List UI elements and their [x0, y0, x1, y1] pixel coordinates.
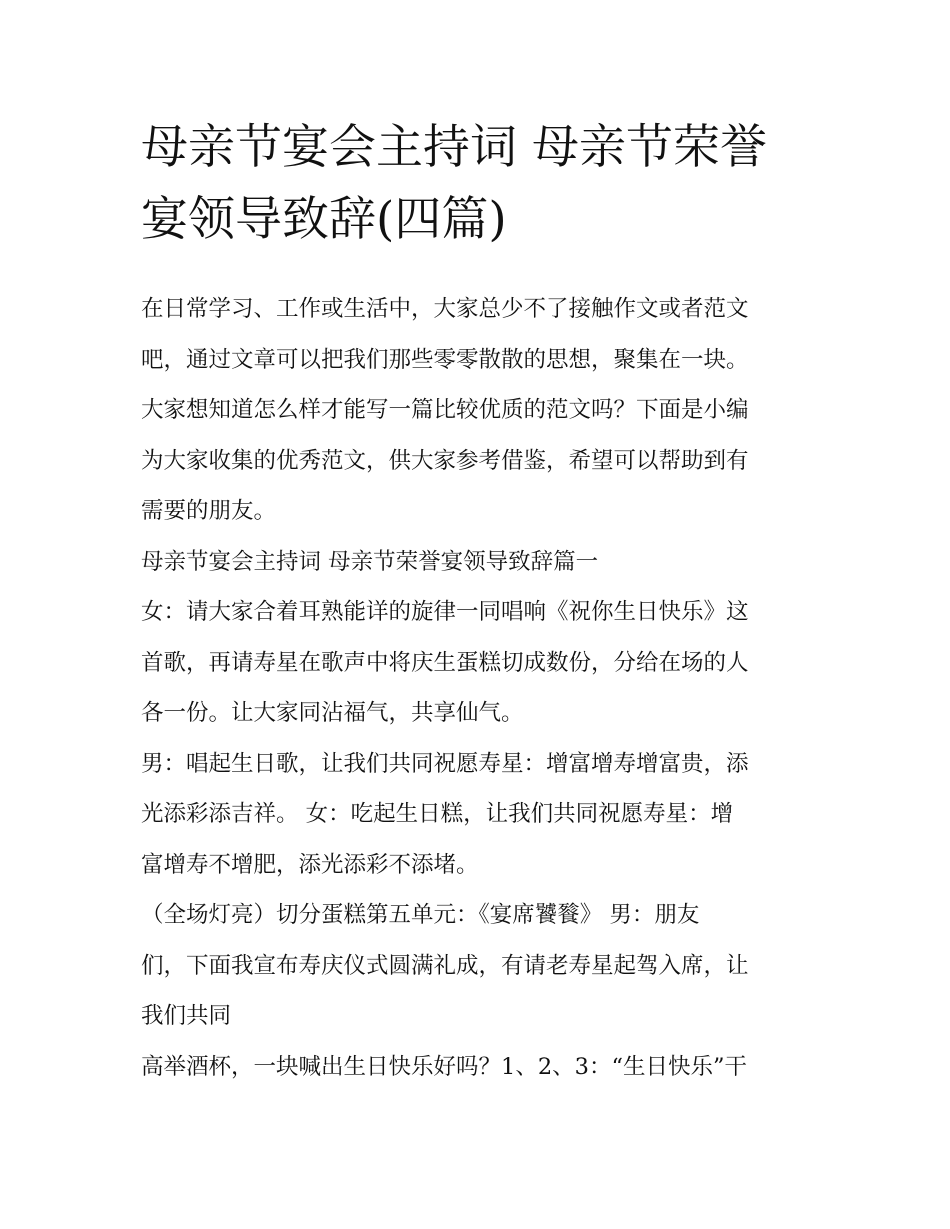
text-line: 高举酒杯，一块喊出生日快乐好吗？1、2、3：“生日快乐”干 [141, 1053, 747, 1080]
text-line: 富增寿不增肥，添光添彩不添堵。 [141, 851, 479, 878]
text-line: 吧，通过文章可以把我们那些零零散散的思想，聚集在一块。 [141, 346, 749, 373]
title-line: 母亲节宴会主持词 母亲节荣誉 [141, 120, 767, 175]
document-content [141, 112, 821, 1092]
text-line: 在日常学习、工作或生活中，大家总少不了接触作文或者范文 [141, 296, 749, 322]
text-line: 大家想知道怎么样才能写一篇比较优质的范文吗？下面是小编 [141, 397, 749, 423]
section-heading: 母亲节宴会主持词 母亲节荣誉宴领导致辞篇一 [141, 548, 599, 575]
text-line: 为大家收集的优秀范文，供大家参考借鉴，希望可以帮助到有 [141, 447, 749, 474]
text-line: 男：唱起生日歌，让我们共同祝愿寿星：增富增寿增富贵，添 [141, 750, 749, 777]
text-line: 我们共同 [141, 1003, 232, 1029]
document-body [141, 284, 821, 1092]
text-line: 光添彩添吉祥。 女：吃起生日糕，让我们共同祝愿寿星：增 [141, 801, 734, 827]
text-line: （全场灯亮）切分蛋糕第五单元：《宴席饕餮》 男：朋友 [141, 902, 700, 928]
text-line: 需要的朋友。 [141, 498, 277, 524]
text-line: 女：请大家合着耳熟能详的旋律一同唱响《祝你生日快乐》这 [141, 599, 749, 625]
document-title [141, 112, 821, 256]
text-line: 各一份。让大家同沾福气，共享仙气。 [141, 700, 524, 726]
text-line: 们，下面我宣布寿庆仪式圆满礼成，有请老寿星起驾入席，让 [141, 952, 749, 979]
text-line: 首歌，再请寿星在歌声中将庆生蛋糕切成数份，分给在场的人 [141, 649, 749, 676]
title-line: 宴领导致辞(四篇) [141, 192, 507, 247]
